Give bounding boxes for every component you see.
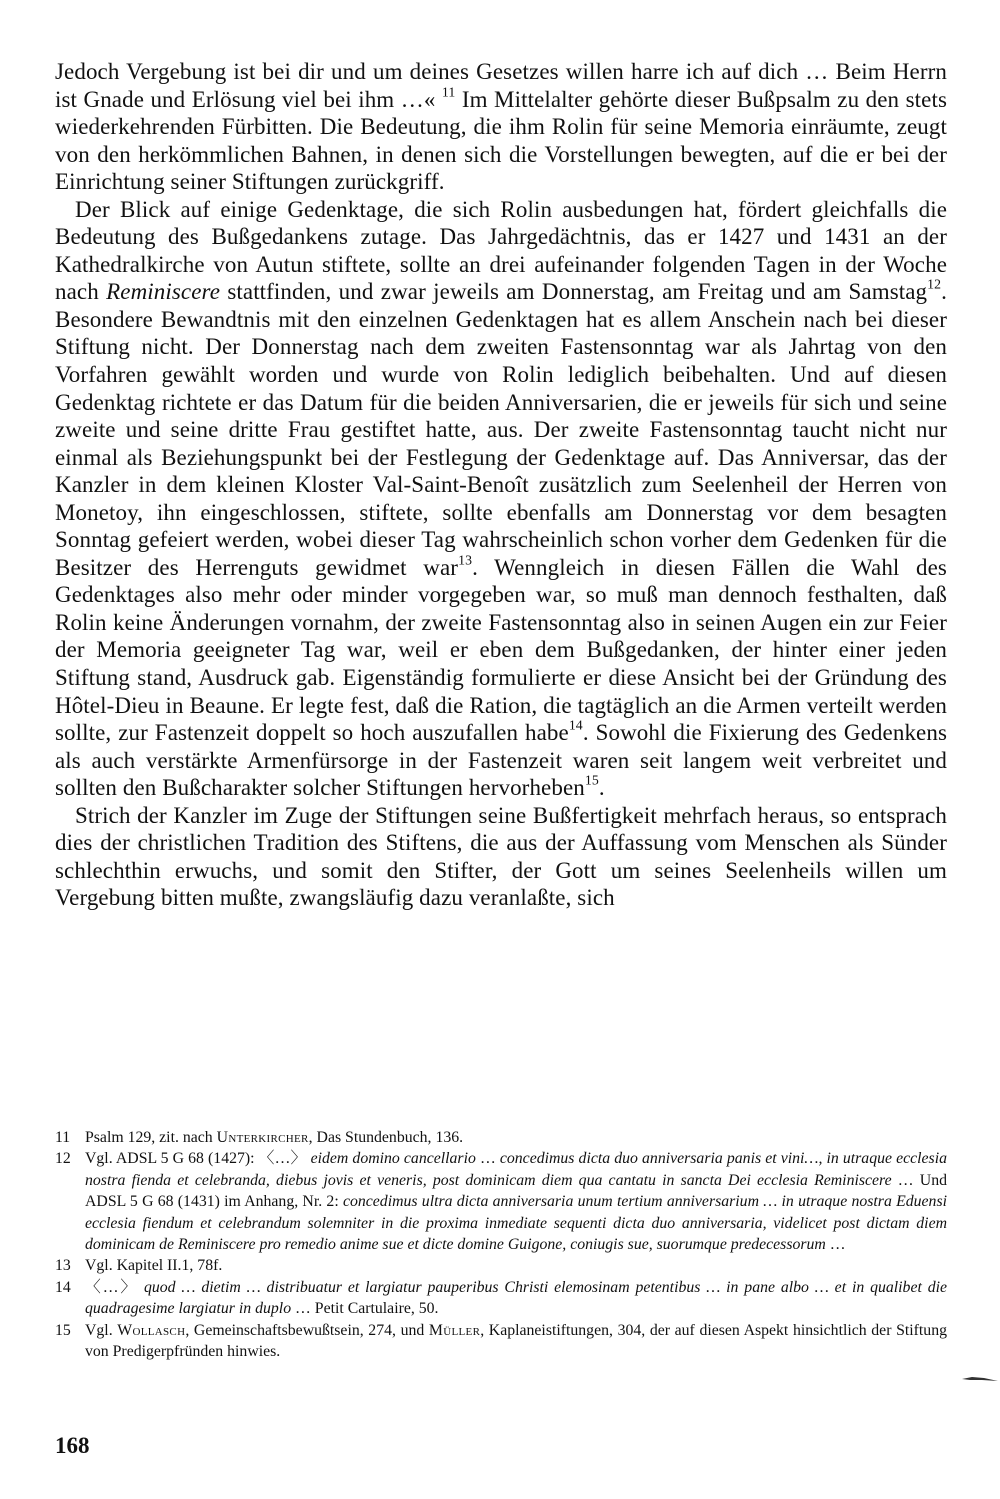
italic-text: Reminiscere bbox=[106, 279, 221, 305]
text-run: Im Mittelalter gehörte dieser Bußpsalm zu den stets wiederkehrenden Fürbitten. Die Bedeutung, die ihm Rolin für seine Memoria einräumte, zeugt von den herkömmlichen Bahnen, in denen sich die Vorstellungen bewegten, auf die er bei der Einrichtung seiner Stiftungen zurückgriff. bbox=[55, 86, 947, 195]
footnote bbox=[55, 1127, 947, 1148]
italic-text: concedimus dicta duo anniversaria panis et vini…, in utraque ecclesia nostra fienda et celebranda, diebus jovis et veneris, post dominicam diem qua cantatu in sancta Dei ecclesia Reminiscere bbox=[85, 1150, 947, 1189]
footnote-marker: 12 bbox=[927, 277, 942, 293]
text-run: Strich der Kanzler im Zuge der Stiftungen seine Bußfertigkeit mehrfach heraus, so entsprach dies der christlichen Tradition des Stiftens, die aus der Auffassung vom Menschen als Sünder schlechthin erwuchs, und somit den Stifter, der Gott um seines Seelenheils willen um Vergebung bitten mußte, zwangsläufig dazu veranlaßte, sich bbox=[55, 802, 947, 911]
footnote-number: 12 bbox=[55, 1150, 71, 1168]
text-run: . Sowohl die Fixierung des Gedenkens als auch verstärkte Armenfürsorge in der Fastenzeit waren seit langem weit verbreitet und sollten den Bußcharakter solcher Stiftungen hervorheben bbox=[55, 720, 947, 801]
text-run: . Wenngleich in diesen Fällen die Wahl des Gedenktages also mehr oder minder vorgegeben war, so muß man dennoch festhalten, daß Rolin keine Änderungen vornahm, der zweite Fastensonntag also in seinen Augen ein zur Feier der Memoria geeigneter Tag war, weil er eben dem Bußgedanken, der hinter einer jeden Stiftung stand, Ausdruck gab. Eigenständig formulierte er diese Ansicht bei der Gründung des Hôtel-Dieu in Beaune. Er legte fest, daß die Ration, die tagtäglich an die Armen verteilt werden sollte, zur Fastenzeit doppelt so hoch auszufallen habe bbox=[55, 554, 947, 746]
text-run: Jedoch Vergebung ist bei dir und um deines Gesetzes willen harre ich auf dich … Beim Herrn ist Gnade und Erlösung viel bei ihm …« bbox=[55, 59, 947, 112]
text-run: . bbox=[598, 775, 605, 801]
footnote bbox=[55, 1277, 947, 1320]
text-run: … Petit Cartulaire, 50. bbox=[291, 1300, 439, 1318]
text-run: , Kaplaneistiftungen, 304, der auf diesen Aspekt hinsichtlich der Stiftung von Predigerpfründen hinwies. bbox=[85, 1321, 947, 1361]
footnote-number: 14 bbox=[55, 1278, 71, 1296]
main-text bbox=[55, 58, 947, 912]
paragraph bbox=[55, 196, 947, 802]
text-run: … bbox=[475, 1150, 500, 1168]
italic-text: eidem domino cancellario bbox=[310, 1150, 476, 1168]
text-run: Vgl. ADSL 5 G 68 (1427): 〈…〉 bbox=[85, 1150, 311, 1168]
text-run: . Besondere Bewandtnis mit den einzelnen Gedenktagen hat es allem Anschein nach bei dieser Stiftung nicht. Der Donnerstag nach dem zweiten Fastensonntag war als Jahrtag von den Vorfahren gewählt worden und wurde von Rolin lediglich beibehalten. Und auf diesen Gedenktag richtete er das Datum für die beiden Anniversarien, die er jeweils für sich und seine zweite und seine dritte Frau gestiftet hatte, aus. Der zweite Fastensonntag taucht nicht nur einmal als Beziehungspunkt bei der Festlegung der Gedenktage auf. Das Anniversar, das der Kanzler in dem kleinen Kloster Val-Saint-Benoît zusätzlich zum Seelenheil der Herren von Monetoy, ihn eingeschlossen, stiftete, sollte ebenfalls am Donnerstag vor dem besagten Sonntag gefeiert werden, wobei dieser Tag wahrscheinlich schon vorher dem Gedenken für die Besitzer des Herrenguts gewidmet war bbox=[55, 279, 947, 580]
footnote bbox=[55, 1320, 947, 1363]
text-run: Vgl. bbox=[85, 1321, 118, 1339]
paragraph bbox=[55, 58, 947, 196]
footnote-number: 13 bbox=[55, 1257, 71, 1275]
footnote-marker: 11 bbox=[441, 84, 456, 100]
footnote-number: 11 bbox=[55, 1129, 71, 1146]
italic-text: quod … dietim … distribuatur et largiatur pauperibus Christi elemosinam petentibus … in pane albo … et in qualibet die quadragesime largiatur in duplo bbox=[85, 1278, 948, 1318]
text-run: Vgl. Kapitel II.1, 78f. bbox=[85, 1257, 223, 1275]
text-run: Der Blick auf einige Gedenktage, die sich Rolin ausbedungen hat, fördert gleichfalls die Bedeutung des Bußgedankens zutage. Das Jahrgedächtnis, das er 1427 und 1431 an der Kathedralkirche von Autun stiftete, sollte an drei aufeinander folgenden Tagen in der Woche nach bbox=[55, 196, 947, 305]
footnote bbox=[55, 1255, 947, 1276]
paragraph bbox=[55, 802, 947, 912]
author-name: Unterkircher bbox=[216, 1129, 309, 1146]
text-run: 〈…〉 bbox=[85, 1278, 144, 1296]
text-run: stattfinden, und zwar jeweils am Donnerstag, am Freitag und am Samstag bbox=[220, 279, 928, 305]
footnote-marker: 13 bbox=[458, 552, 473, 568]
text-run: Psalm 129, zit. nach bbox=[85, 1129, 217, 1146]
footnote-marker: 14 bbox=[568, 717, 583, 733]
footnote bbox=[55, 1148, 947, 1255]
author-name: Müller bbox=[428, 1321, 481, 1339]
author-name: Wollasch bbox=[117, 1321, 186, 1339]
footnote-marker: 15 bbox=[584, 772, 599, 788]
scan-mark-icon bbox=[962, 1376, 998, 1382]
footnotes bbox=[55, 1127, 947, 1362]
text-run: , Das Stundenbuch, 136. bbox=[308, 1129, 464, 1146]
footnote-number: 15 bbox=[55, 1321, 71, 1339]
italic-text: concedimus ultra dicta anniversaria unum tertium anniversarium … in utraque nostra Eduensi ecclesia fiendum et celebrandum solemniter in die proxima inmediate sequenti dicta duo anniversaria, videlicet post dictam diem dominicam de Reminiscere pro remedio anime sue et dicte domine Guigone, coniugis sue, suorumque predecessorum bbox=[85, 1193, 947, 1254]
page-body bbox=[55, 58, 947, 912]
text-run: … bbox=[825, 1236, 846, 1254]
page-number: 168 bbox=[55, 1433, 90, 1458]
text-run: , Gemeinschaftsbewußtsein, 274, und bbox=[185, 1321, 429, 1339]
text-run: … Und ADSL 5 G 68 (1431) im Anhang, Nr. 2: bbox=[85, 1171, 947, 1211]
